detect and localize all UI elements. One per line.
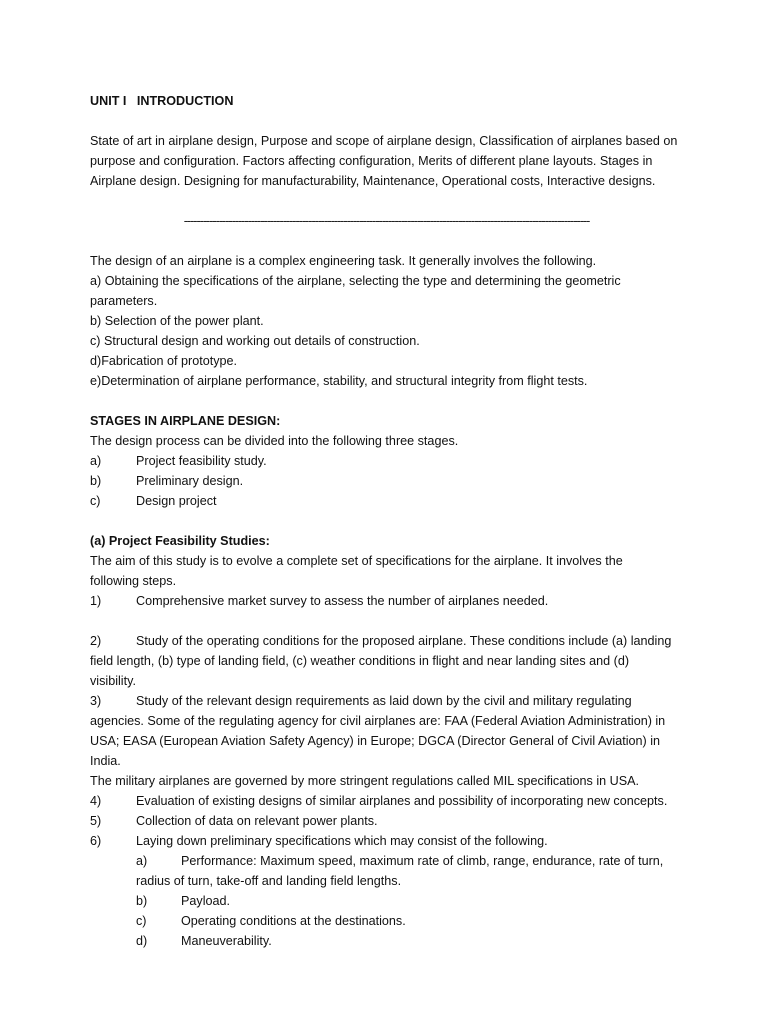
unit-heading: UNIT I INTRODUCTION (90, 94, 234, 108)
intro-item: c) Structural design and working out details of construction. (90, 334, 420, 348)
step-item (90, 631, 683, 651)
step-item (90, 811, 683, 831)
feasibility-heading: (a) Project Feasibility Studies: (90, 534, 270, 548)
list-item (90, 491, 683, 511)
spacer (90, 111, 683, 131)
stages-heading: STAGES IN AIRPLANE DESIGN: (90, 414, 281, 428)
sub-item (90, 931, 683, 951)
sub-number: c) (136, 914, 147, 928)
step-text: Study of the operating conditions for the proposed airplane. These conditions include (a) landing (136, 634, 672, 648)
list-text: Preliminary design. (136, 474, 244, 488)
step-text-line: field length, (b) type of landing field, (c) weather conditions in flight and near landing sites and (d) (90, 654, 630, 668)
step-item (90, 791, 683, 811)
syllabus-line: purpose and configuration. Factors affecting configuration, Merits of different plane layouts. Stages in (90, 154, 653, 168)
spacer (90, 611, 683, 631)
sub-text: Operating conditions at the destinations. (181, 914, 406, 928)
step-text: Collection of data on relevant power plants. (136, 814, 378, 828)
sub-item (90, 851, 683, 871)
step-text-line: agencies. Some of the regulating agency for civil airplanes are: FAA (Federal Aviation Administration) in (90, 714, 666, 728)
syllabus-line: Airplane design. Designing for manufacturability, Maintenance, Operational costs, Interactive designs. (90, 174, 656, 188)
sub-text-line: radius of turn, take-off and landing field lengths. (136, 874, 402, 888)
list-number: a) (90, 454, 102, 468)
step-text: Evaluation of existing designs of similar airplanes and possibility of incorporating new concepts. (136, 794, 668, 808)
stages-section (90, 411, 683, 511)
sub-text: Maneuverability. (181, 934, 272, 948)
spacer (90, 231, 683, 251)
step-text: Study of the relevant design requirements as laid down by the civil and military regulating (136, 694, 632, 708)
stages-lead: The design process can be divided into the following three stages. (90, 434, 459, 448)
feasibility-lead: The aim of this study is to evolve a complete set of specifications for the airplane. It involves the (90, 554, 623, 568)
spacer (90, 511, 683, 531)
step-number: 3) (90, 694, 102, 708)
intro-lead: The design of an airplane is a complex engineering task. It generally involves the following. (90, 254, 597, 268)
list-number: b) (90, 474, 102, 488)
step-item (90, 591, 683, 611)
separator-line: ------------------------------------------------------------------------------------------------------------------------------- (183, 214, 590, 228)
intro-item: d)Fabrication of prototype. (90, 354, 238, 368)
step-number: 1) (90, 594, 102, 608)
sub-number: d) (136, 934, 148, 948)
sub-item (90, 911, 683, 931)
step-item (90, 691, 683, 711)
step-item (90, 831, 683, 851)
intro-item: parameters. (90, 294, 158, 308)
intro-item: a) Obtaining the specifications of the airplane, selecting the type and determining the geometric (90, 274, 621, 288)
spacer (90, 191, 683, 211)
step-number: 4) (90, 794, 102, 808)
syllabus-line: State of art in airplane design, Purpose and scope of airplane design, Classification of airplanes based on (90, 134, 678, 148)
list-item (90, 451, 683, 471)
list-text: Project feasibility study. (136, 454, 267, 468)
feasibility-section (90, 531, 683, 951)
sub-number: a) (136, 854, 148, 868)
sub-text: Payload. (181, 894, 231, 908)
step-text-line: USA; EASA (European Aviation Safety Agency) in Europe; DGCA (Director General of Civil Aviation) in (90, 734, 661, 748)
list-item (90, 471, 683, 491)
intro-item: e)Determination of airplane performance, stability, and structural integrity from flight tests. (90, 374, 588, 388)
step-text-line: The military airplanes are governed by more stringent regulations called MIL specifications in USA. (90, 774, 640, 788)
sub-item (90, 891, 683, 911)
step-text: Laying down preliminary specifications which may consist of the following. (136, 834, 548, 848)
step-number: 6) (90, 834, 102, 848)
step-text-line: visibility. (90, 674, 136, 688)
list-number: c) (90, 494, 101, 508)
syllabus-paragraph (90, 131, 683, 191)
feasibility-lead: following steps. (90, 574, 177, 588)
sub-number: b) (136, 894, 148, 908)
step-text: Comprehensive market survey to assess the number of airplanes needed. (136, 594, 549, 608)
sub-text: Performance: Maximum speed, maximum rate of climb, range, endurance, rate of turn, (181, 854, 664, 868)
intro-item: b) Selection of the power plant. (90, 314, 264, 328)
step-number: 5) (90, 814, 102, 828)
list-text: Design project (136, 494, 217, 508)
spacer (90, 391, 683, 411)
step-text-line: India. (90, 754, 121, 768)
intro-section (90, 251, 683, 391)
step-number: 2) (90, 634, 102, 648)
